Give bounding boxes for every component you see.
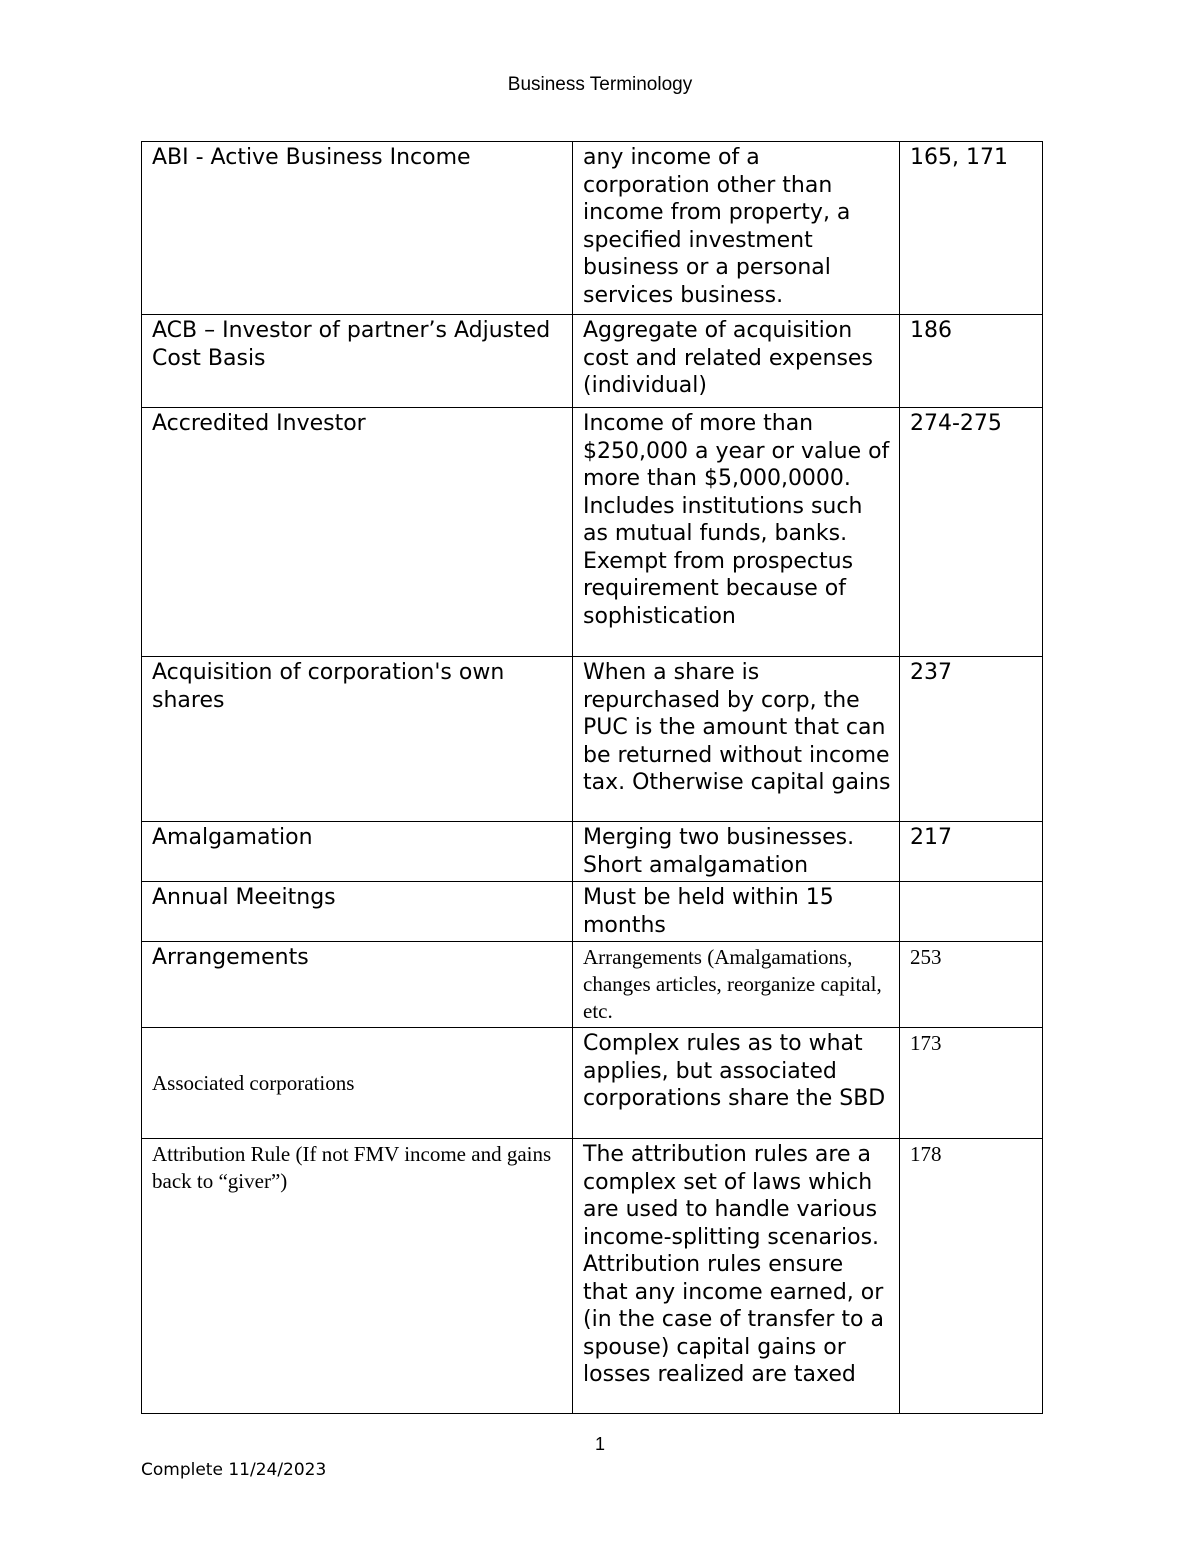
definition-cell: any income of a corporation other than income from property, a specified investment business or a personal services business. — [573, 142, 900, 315]
table-row — [142, 882, 1043, 942]
term-cell: Accredited Investor — [142, 408, 573, 657]
table-row — [142, 1139, 1043, 1414]
definition-cell: Complex rules as to what applies, but associated corporations share the SBD — [573, 1028, 900, 1139]
term-cell: Annual Meeitngs — [142, 882, 573, 942]
table-row — [142, 1028, 1043, 1139]
page-ref-cell: 186 — [900, 315, 1043, 408]
page-ref-cell: 237 — [900, 657, 1043, 822]
term-cell: ACB – Investor of partner’s Adjusted Cost Basis — [142, 315, 573, 408]
term-cell: Acquisition of corporation's own shares — [142, 657, 573, 822]
term-cell: Attribution Rule (If not FMV income and gains back to “giver”) — [142, 1139, 573, 1414]
term-cell: Arrangements — [142, 942, 573, 1028]
page-ref-cell: 253 — [900, 942, 1043, 1028]
definition-cell: Income of more than $250,000 a year or value of more than $5,000,0000. Includes institutions such as mutual funds, banks. Exempt from prospectus requirement because of sophistication — [573, 408, 900, 657]
definition-cell: When a share is repurchased by corp, the PUC is the amount that can be returned without income tax. Otherwise capital gains — [573, 657, 900, 822]
completion-status: Complete 11/24/2023 — [141, 1460, 327, 1480]
page-ref-cell — [900, 882, 1043, 942]
page-ref-cell: 274-275 — [900, 408, 1043, 657]
table-row — [142, 657, 1043, 822]
term-cell: ABI - Active Business Income — [142, 142, 573, 315]
page-number: 1 — [594, 1434, 605, 1454]
definition-cell: Aggregate of acquisition cost and related expenses (individual) — [573, 315, 900, 408]
definition-cell: The attribution rules are a complex set of laws which are used to handle various income-splitting scenarios. Attribution rules ensure that any income earned, or (in the case of transfer to a spouse) capital gains or losses realized are taxed — [573, 1139, 900, 1414]
document-title: Business Terminology — [507, 74, 693, 95]
page-ref-cell: 178 — [900, 1139, 1043, 1414]
table-row — [142, 822, 1043, 882]
table-row — [142, 942, 1043, 1028]
term-cell: Amalgamation — [142, 822, 573, 882]
table-row — [142, 315, 1043, 408]
definition-cell: Merging two businesses. Short amalgamation — [573, 822, 900, 882]
definition-cell: Arrangements (Amalgamations, changes articles, reorganize capital, etc. — [573, 942, 900, 1028]
term-cell: Associated corporations — [142, 1028, 573, 1139]
table-row — [142, 142, 1043, 315]
page-ref-cell: 217 — [900, 822, 1043, 882]
page-ref-cell: 173 — [900, 1028, 1043, 1139]
terminology-table — [141, 141, 1043, 1414]
definition-cell: Must be held within 15 months — [573, 882, 900, 942]
page-ref-cell: 165, 171 — [900, 142, 1043, 315]
table-row — [142, 408, 1043, 657]
